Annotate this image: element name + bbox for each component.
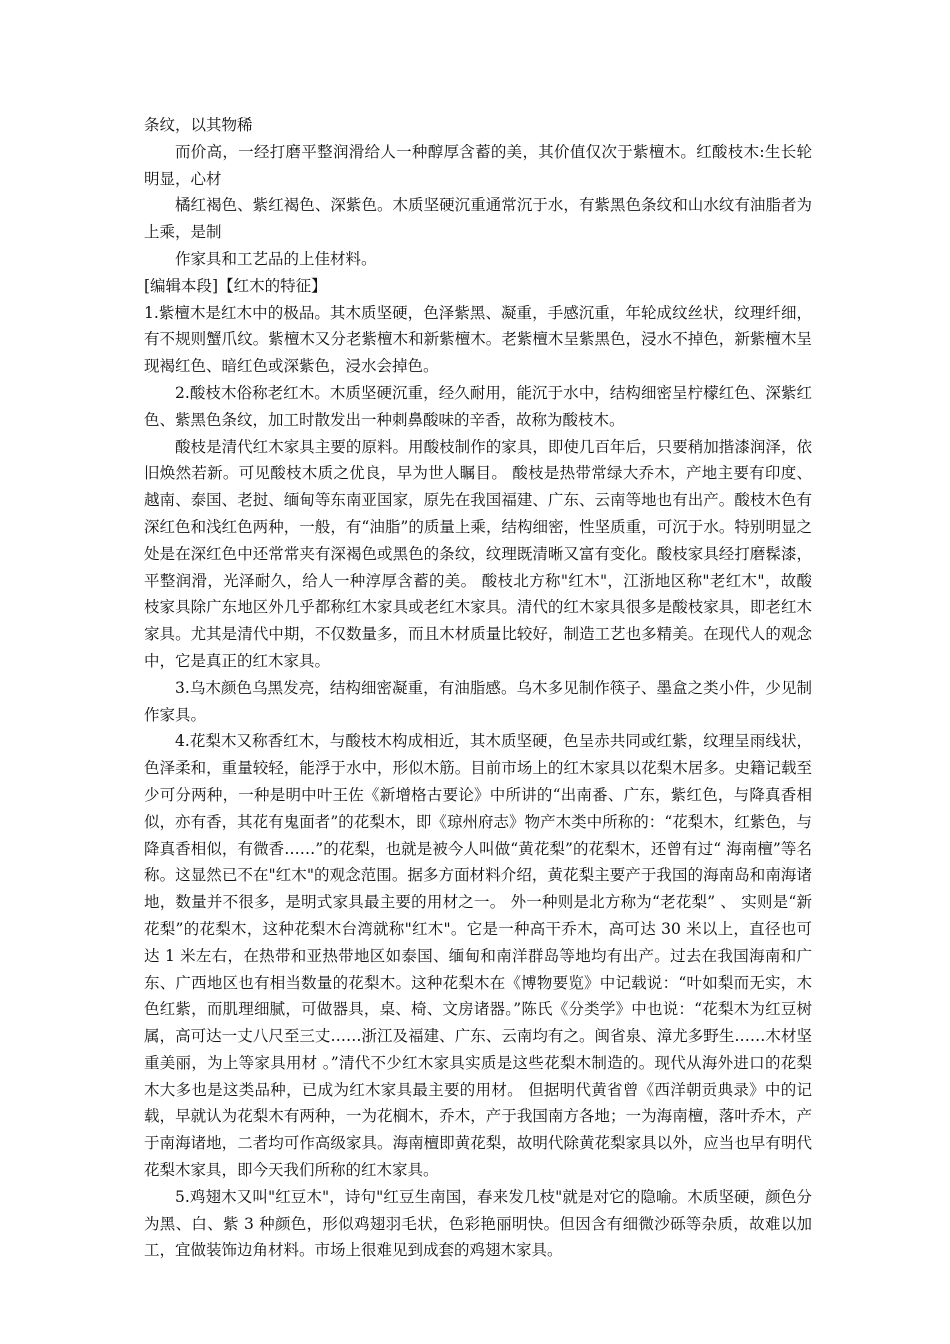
paragraph-1: 条纹，以其物稀: [144, 116, 253, 134]
paragraph-zitan: 1.紫檀木是红木中的极品。其木质坚硬，色泽紫黑、凝重，手感沉重，年轮成纹丝状，纹理纤细，有不规则蟹爪纹。紫檀木又分老紫檀木和新紫檀木。老紫檀木呈紫黑色，浸水不掉色，新紫檀木呈现褐红色、暗红色或深紫色，浸水会掉色。: [144, 303, 812, 376]
paragraph-3: 橘红褐色、紫红褐色、深紫色。木质坚硬沉重通常沉于水，有紫黑色条纹和山水纹有油脂者为上乘，是制: [144, 196, 812, 242]
section-heading: [编辑本段]【红木的特征】: [144, 276, 327, 295]
document-body: [144, 112, 812, 1264]
paragraph-2: 而价高，一经打磨平整润滑给人一种醇厚含蓄的美，其价值仅次于紫檀木。红酸枝木:生长轮明显，心材: [144, 142, 812, 188]
paragraph-suanzhi: 2.酸枝木俗称老红木。木质坚硬沉重，经久耐用，能沉于水中，结构细密呈柠檬红色、深紫红色、紫黑色条纹，加工时散发出一种刺鼻酸味的辛香，故称为酸枝木。: [144, 383, 812, 429]
paragraph-jichi: 5.鸡翅木又叫"红豆木"，诗句"红豆生南国，春来发几枝"就是对它的隐喻。木质坚硬，颜色分为黑、白、紫 3 种颜色，形似鸡翅羽毛状，色彩艳丽明快。但因含有细微沙砾等杂质，故难以加工，宜做装饰边角材料。市场上很难见到成套的鸡翅木家具。: [144, 1187, 812, 1260]
paragraph-wumu: 3.乌木颜色乌黑发亮，结构细密凝重，有油脂感。乌木多见制作筷子、墨盒之类小件，少见制作家具。: [144, 678, 812, 724]
paragraph-huali: 4.花梨木又称香红木，与酸枝木构成相近，其木质坚硬，色呈赤共同或红紫，纹理呈雨线状，色泽柔和，重量较轻，能浮于水中，形似木筋。目前市场上的红木家具以花梨木居多。史籍记载至少可分两种，一种是明中叶王佐《新增格古要论》中所讲的“出南番、广东，紫红色，与降真香相似，亦有香，其花有鬼面者”的花梨木，即《琼州府志》物产木类中所称的：“花梨木，红紫色，与降真香相似，有微香……”的花梨，也就是被今人叫做“黄花梨”的花梨木，还曾有过“ 海南檀”等名称。这显然已不在"红木"的观念范围。据多方面材料介绍，黄花梨主要产于我国的海南岛和南海诸地，数量并不很多，是明式家具最主要的用材之一。 外一种则是北方称为“老花梨” 、 实则是“新花梨”的花梨木，这种花梨木台湾就称"红木"。它是一种高干乔木，高可达 30 米以上，直径也可达 1 米左右，在热带和亚热带地区如泰国、缅甸和南洋群岛等地均有出产。过去在我国海南和广东、广西地区也有相当数量的花梨木。这种花梨木在《博物要览》中记载说：“叶如梨而无实，木色红紫，而肌理细腻，可做器具，桌、椅、文房诸器。”陈氏《分类学》中也说：“花梨木为红豆树属，高可达一丈八尺至三丈……浙江及福建、广东、云南均有之。闽省泉、漳尤多野生……木材坚重美丽，为上等家具用材 。”清代不少红木家具实质是这些花梨木制造的。现代从海外进口的花梨木大多也是这类品种，已成为红木家具最主要的用材。 但据明代黄省曾《西洋朝贡典录》中的记载，早就认为花梨木有两种，一为花榈木，乔木，产于我国南方各地；一为海南檀，落叶乔木，产于南海诸地，二者均可作高级家具。海南檀即黄花梨，故明代除黄花梨家具以外，应当也早有明代花梨木家具，即今天我们所称的红木家具。: [144, 732, 812, 1180]
paragraph-4: 作家具和工艺品的上佳材料。: [175, 249, 377, 268]
paragraph-suanzhi-detail: 酸枝是清代红木家具主要的原料。用酸枝制作的家具，即使几百年后，只要稍加揩漆润泽，依旧焕然若新。可见酸枝木质之优良，早为世人瞩目。 酸枝是热带常绿大乔木，产地主要有印度、越南、泰国、老挝、缅甸等东南亚国家，原先在我国福建、广东、云南等地也有出产。酸枝木色有深红色和浅红色两种，一般，有“油脂”的质量上乘，结构细密，性坚质重，可沉于水。特别明显之处是在深红色中还常常夹有深褐色或黑色的条纹，纹理既清晰又富有变化。酸枝家具经打磨髹漆，平整润滑，光泽耐久，给人一种淳厚含蓄的美。 酸枝北方称"红木"，江浙地区称"老红木"，故酸枝家具除广东地区外几乎都称红木家具或老红木家具。清代的红木家具很多是酸枝家具，即老红木家具。尤其是清代中期，不仅数量多，而且木材质量比较好，制造工艺也多精美。在现代人的观念中，它是真正的红木家具。: [144, 437, 812, 670]
